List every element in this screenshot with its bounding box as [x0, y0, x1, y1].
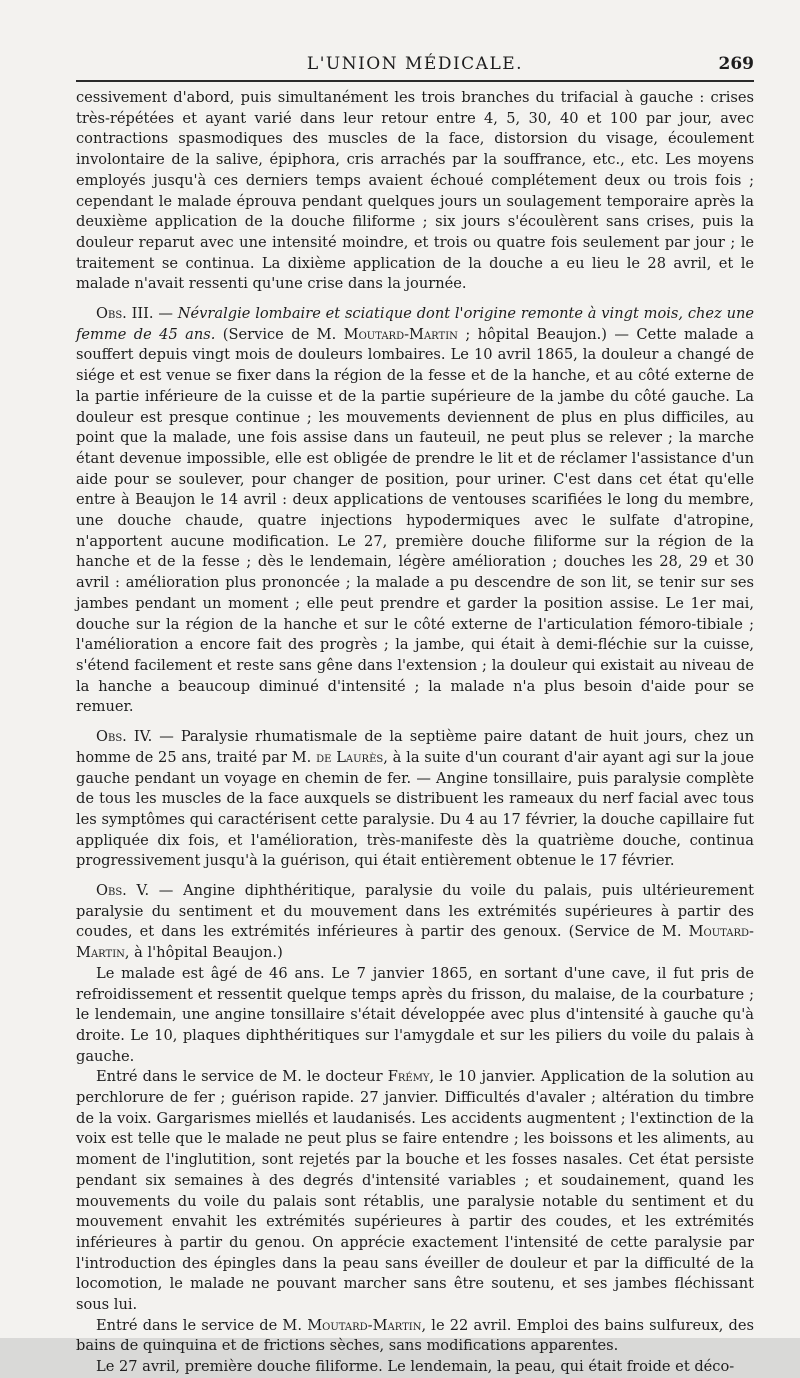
text-segment: Entré dans le service de M. le docteur [96, 1068, 388, 1086]
text-segment: , à l'hôpital Beaujon.) [124, 944, 283, 962]
running-header [76, 54, 754, 82]
page-number: 269 [718, 54, 754, 74]
paragraph-text: Le malade est âgé de 46 ans. Le 7 janvier 1865, en sortant d'une cave, il fut pris de refroidissement et ressentit quelque temps après du frisson, du malaise, de la courbature ; le lendemain, une angine tonsillaire s'était développée avec plus d'intensité à gauche qu'à droite. Le 10, plaques diphthéritiques sur l'amygdale et sur les piliers du voile du palais à gauche. [76, 964, 754, 1065]
text-segment: — Angine diphthéritique, paralysie du voile du palais, puis ultérieurement paralysie du sentiment et du mouvement dans les extrémités supérieures à partir des coudes, et dans les extrémités inférieures à partir des genoux. (Service de M. [76, 882, 754, 941]
physician-name: Moutard-Martin [76, 923, 754, 962]
observation-title: Névralgie lombaire et sciatique dont l'origine remonte à vingt mois, chez une femme de 45 ans. [76, 305, 754, 343]
text-segment: , à la suite d'un courant d'air ayant agi sur la joue gauche pendant un voyage en chemin de fer. — Angine tonsillaire, puis paralysie complète de tous les muscles de la face auxquels se distribuent les rameaux du nerf facial avec tous les symptômes qui caractérisent cette paralysie. Du 4 au 17 février, la douche capillaire fut appliquée dix fois, et l'amélioration, très-manifeste dès la quatrième douche, continua progressivement jusqu'à la guérison, qui était entièrement obtenue le 17 février. [76, 748, 755, 870]
text-segment: Entré dans le service de M. [96, 1316, 308, 1334]
observation-label: Obs. III. [96, 305, 154, 323]
observation-3 [76, 304, 754, 718]
paragraph-second-admission [76, 1316, 754, 1357]
observation-label: Obs. IV. [96, 728, 153, 746]
physician-name: Moutard-Martin [307, 1316, 422, 1334]
physician-name: de Laurès [316, 748, 384, 766]
paragraph-first-admission [76, 1067, 754, 1315]
physician-name: Moutard-Martin [343, 325, 458, 343]
text-segment: ; hôpital Beaujon.) — Cette malade a souffert depuis vingt mois de douleurs lombaires. Le 10 avril 1865, la douleur a changé de siége et est venue se fixer dans la région de la fesse et de la hanche, et au côté externe de la partie inférieure de la cuisse et de la partie supérieure de la jambe du côté gauche. La douleur est presque continue ; les mouvements deviennent de plus en plus difficiles, au point que la malade, une fois assise dans un fauteuil, ne peut plus se relever ; la marche étant devenue impossible, elle est obligée de prendre le lit et de réclamer l'assistance d'un aide pour se soulever, pour changer de position, pour uriner. C'est dans cet état qu'elle entre à Beaujon le 14 avril : deux applications de ventouses scarifiées le long du membre, une douche chaude, quatre injections hypodermiques avec le sulfate d'atropine, n'apportent aucune modification. Le 27, première douche filiforme sur la région de la hanche et de la fesse ; dès le lendemain, légère amélioration ; douches les 28, 29 et 30 avril : amélioration plus prononcée ; la malade a pu descendre de son lit, se tenir sur ses jambes pendant un moment ; elle peut prendre et garder la position assise. Le 1er mai, douche sur la région de la hanche et sur le côté externe de l'articulation fémoro-tibiale ; l'amélioration a encore fait des progrès ; la jambe, qui était à demi-fléchie sur la cuisse, s'étend facilement et reste sans gêne dans l'extension ; la douleur qui existait au niveau de la hanche a beaucoup diminué d'intensité ; la malade n'a plus besoin d'aide pour se remuer. [76, 325, 754, 716]
text-segment: (Service de M. [215, 325, 344, 343]
paragraph-text: Le 27 avril, première douche filiforme. Le lendemain, la peau, qui était froide et déco- [96, 1358, 735, 1376]
journal-title: L'UNION MÉDICALE. [306, 54, 524, 74]
text-segment: , le 22 avril. Emploi des bains sulfureux, des bains de quinquina et de frictions sèches, sans modifications apparentes. [76, 1316, 755, 1355]
paragraph-patient-history [76, 964, 754, 1068]
paragraph-text: cessivement d'abord, puis simultanément les trois branches du trifacial à gauche : crises très-répétées et ayant varié dans leur retour entre 4, 5, 30, 40 et 100 par jour, avec contractions spasmodiques des muscles de la face, distorsion du visage, écoulement involontaire de la salive, épiphora, cris arrachés par la souffrance, etc., etc. Les moyens employés jusqu'à ces derniers temps avaient échoué complétement deux ou trois fois ; cependant le malade éprouva pendant quelques jours un soulagement temporaire après la deuxième application de la douche filiforme ; six jours s'écoulèrent sans crises, puis la douleur reparut avec une intensité moindre, et trois ou quatre fois seulement par jour ; le traitement se continua. La dixième application de la douche a eu lieu le 28 avril, et le malade n'avait ressenti qu'une crise dans la journée. [76, 89, 754, 293]
paragraph-treatment [76, 1357, 754, 1378]
article-body [76, 88, 754, 1378]
observation-label: Obs. V. [96, 882, 150, 900]
paragraph-continuation [76, 88, 754, 295]
text-segment: — Paralysie rhumatismale de la septième paire datant de huit jours, chez un homme de 25 ans, traité par M. [76, 728, 754, 766]
observation-4 [76, 727, 754, 872]
dash: — [153, 305, 178, 323]
text-segment: , le 10 janvier. Application de la solution au perchlorure de fer ; guérison rapide. 27 janvier. Difficultés d'avaler ; altération du timbre de la voix. Gargarismes miellés et laudanisés. Les accidents augmentent ; l'extinction de la voix est telle que le malade ne peut plus se faire entendre ; les boissons et les aliments, au moment de l'inglutition, sont rejetés par la bouche et les fosses nasales. Cet état persiste pendant six semaines à des degrés d'intensité variables ; et soudainement, quand les mouvements du voile du palais sont rétablis, une paralysie notable du sentiment et du mouvement envahit les extrémités supérieures à partir des coudes, et les extrémités inférieures à partir du genou. On apprécie exactement l'intensité de cette paralysie par l'introduction des épingles dans la peau sans éveiller de douleur et par la difficulté de la locomotion, le malade ne pouvant marcher sans être soutenu, et ses jambes fléchissant sous lui. [76, 1068, 754, 1314]
observation-5 [76, 881, 754, 964]
physician-name: Frémy [387, 1068, 430, 1086]
